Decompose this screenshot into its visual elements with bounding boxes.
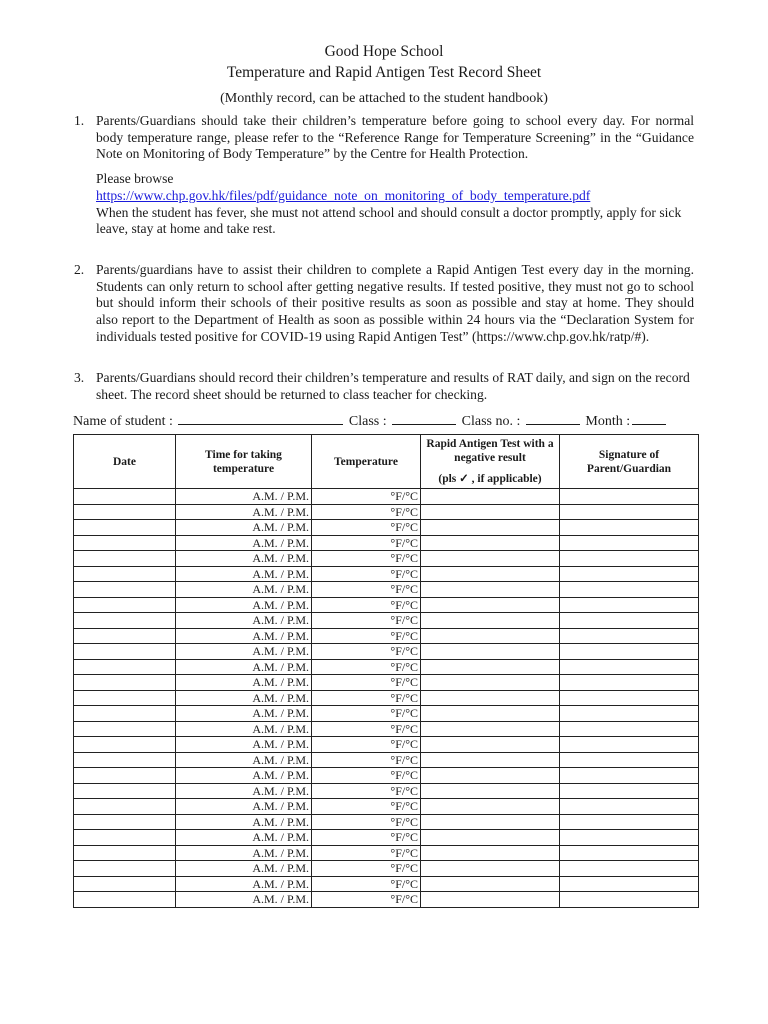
signature-cell[interactable] (560, 892, 699, 908)
signature-cell[interactable] (560, 876, 699, 892)
date-cell[interactable] (74, 520, 176, 536)
time-cell[interactable]: A.M. / P.M. (176, 597, 312, 613)
rat-check-cell[interactable] (421, 876, 560, 892)
signature-cell[interactable] (560, 706, 699, 722)
table-row (74, 690, 699, 706)
signature-cell[interactable] (560, 768, 699, 784)
class-no-label: Class no. : (461, 414, 521, 429)
date-cell[interactable] (74, 814, 176, 830)
class-field[interactable] (392, 411, 456, 425)
rat-check-cell[interactable] (421, 675, 560, 691)
signature-cell[interactable] (560, 644, 699, 660)
class-no-field[interactable] (526, 411, 580, 425)
header-rat-note: (pls ✓ , if applicable) (438, 473, 542, 485)
time-cell[interactable]: A.M. / P.M. (176, 799, 312, 815)
date-cell[interactable] (74, 830, 176, 846)
header-rat-label: Rapid Antigen Test with a negative result (426, 438, 554, 464)
table-row (74, 721, 699, 737)
date-cell[interactable] (74, 752, 176, 768)
instruction-text: Parents/guardians have to assist their children to complete a Rapid Antigen Test every day in the morning. Students can only return to school after getting negative results. If tested positive, they must not go to school but should inform their schools of their positive results as soon as possible and stay at home. They should also report to the Department of Health as soon as possible within 24 hours via the “Declaration System for individuals tested positive for COVID-19 using Rapid Antigen Test” (https://www.chp.gov.hk/ratp/#). (96, 262, 694, 344)
time-cell[interactable]: A.M. / P.M. (176, 783, 312, 799)
header-signature: Signature of Parent/Guardian (560, 435, 699, 489)
rat-check-cell[interactable] (421, 768, 560, 784)
time-cell[interactable]: A.M. / P.M. (176, 752, 312, 768)
signature-cell[interactable] (560, 861, 699, 877)
sheet-subtitle: (Monthly record, can be attached to the student handbook) (220, 91, 548, 106)
signature-cell[interactable] (560, 783, 699, 799)
temperature-cell[interactable]: °F/°C (312, 752, 421, 768)
time-cell[interactable]: A.M. / P.M. (176, 706, 312, 722)
signature-cell[interactable] (560, 628, 699, 644)
school-name: Good Hope School (324, 43, 444, 60)
temperature-cell[interactable]: °F/°C (312, 690, 421, 706)
temperature-cell[interactable]: °F/°C (312, 613, 421, 629)
signature-cell[interactable] (560, 659, 699, 675)
time-cell[interactable]: A.M. / P.M. (176, 690, 312, 706)
signature-cell[interactable] (560, 690, 699, 706)
table-row (74, 597, 699, 613)
signature-cell[interactable] (560, 737, 699, 753)
instruction-number: 2. (74, 262, 85, 277)
name-label: Name of student : (73, 414, 173, 429)
temperature-cell[interactable]: °F/°C (312, 814, 421, 830)
signature-cell[interactable] (560, 504, 699, 520)
rat-check-cell[interactable] (421, 814, 560, 830)
time-cell[interactable]: A.M. / P.M. (176, 876, 312, 892)
date-cell[interactable] (74, 613, 176, 629)
header-date: Date (74, 435, 176, 489)
time-cell[interactable]: A.M. / P.M. (176, 504, 312, 520)
signature-cell[interactable] (560, 551, 699, 567)
table-row (74, 845, 699, 861)
signature-cell[interactable] (560, 752, 699, 768)
date-cell[interactable] (74, 721, 176, 737)
date-cell[interactable] (74, 768, 176, 784)
date-cell[interactable] (74, 876, 176, 892)
table-row (74, 535, 699, 551)
rat-check-cell[interactable] (421, 504, 560, 520)
date-cell[interactable] (74, 690, 176, 706)
instruction-text: Parents/Guardians should record their children’s temperature and results of RAT daily, and sign on the record sheet. The record sheet should be returned to class teacher for checking. (96, 370, 690, 402)
rat-check-cell[interactable] (421, 830, 560, 846)
time-cell[interactable]: A.M. / P.M. (176, 721, 312, 737)
date-cell[interactable] (74, 644, 176, 660)
rat-check-cell[interactable] (421, 706, 560, 722)
temperature-cell[interactable]: °F/°C (312, 783, 421, 799)
time-cell[interactable]: A.M. / P.M. (176, 613, 312, 629)
signature-cell[interactable] (560, 597, 699, 613)
rat-check-cell[interactable] (421, 845, 560, 861)
table-row (74, 489, 699, 505)
time-cell[interactable]: A.M. / P.M. (176, 659, 312, 675)
rat-check-cell[interactable] (421, 566, 560, 582)
table-row (74, 628, 699, 644)
date-cell[interactable] (74, 551, 176, 567)
date-cell[interactable] (74, 861, 176, 877)
temperature-cell[interactable]: °F/°C (312, 644, 421, 660)
table-row (74, 504, 699, 520)
time-cell[interactable]: A.M. / P.M. (176, 737, 312, 753)
header-temperature: Temperature (312, 435, 421, 489)
temperature-cell[interactable]: °F/°C (312, 721, 421, 737)
table-row (74, 737, 699, 753)
table-row (74, 659, 699, 675)
time-cell[interactable]: A.M. / P.M. (176, 644, 312, 660)
temperature-cell[interactable]: °F/°C (312, 861, 421, 877)
table-row (74, 799, 699, 815)
temperature-cell[interactable]: °F/°C (312, 706, 421, 722)
month-field[interactable] (632, 411, 666, 425)
rat-check-cell[interactable] (421, 551, 560, 567)
temperature-cell[interactable]: °F/°C (312, 830, 421, 846)
date-cell[interactable] (74, 535, 176, 551)
rat-check-cell[interactable] (421, 690, 560, 706)
record-table (73, 434, 699, 908)
instruction-1 (74, 113, 694, 238)
signature-cell[interactable] (560, 613, 699, 629)
rat-check-cell[interactable] (421, 799, 560, 815)
temperature-cell[interactable]: °F/°C (312, 737, 421, 753)
signature-cell[interactable] (560, 830, 699, 846)
temperature-cell[interactable]: °F/°C (312, 597, 421, 613)
signature-cell[interactable] (560, 520, 699, 536)
table-row (74, 876, 699, 892)
date-cell[interactable] (74, 566, 176, 582)
sheet-title: Temperature and Rapid Antigen Test Record Sheet (226, 64, 542, 81)
rat-check-cell[interactable] (421, 659, 560, 675)
temperature-cell[interactable]: °F/°C (312, 892, 421, 908)
table-row (74, 768, 699, 784)
temperature-cell[interactable]: °F/°C (312, 799, 421, 815)
rat-check-cell[interactable] (421, 861, 560, 877)
table-row (74, 783, 699, 799)
signature-cell[interactable] (560, 675, 699, 691)
rat-check-cell[interactable] (421, 489, 560, 505)
signature-cell[interactable] (560, 535, 699, 551)
time-cell[interactable]: A.M. / P.M. (176, 845, 312, 861)
date-cell[interactable] (74, 582, 176, 598)
date-cell[interactable] (74, 737, 176, 753)
signature-cell[interactable] (560, 814, 699, 830)
temperature-cell[interactable]: °F/°C (312, 582, 421, 598)
temperature-cell[interactable]: °F/°C (312, 659, 421, 675)
time-cell[interactable]: A.M. / P.M. (176, 535, 312, 551)
rat-check-cell[interactable] (421, 644, 560, 660)
rat-check-cell[interactable] (421, 737, 560, 753)
rat-check-cell[interactable] (421, 597, 560, 613)
date-cell[interactable] (74, 845, 176, 861)
table-row (74, 582, 699, 598)
time-cell[interactable]: A.M. / P.M. (176, 830, 312, 846)
temperature-cell[interactable]: °F/°C (312, 876, 421, 892)
student-info-fields (73, 411, 668, 431)
table-row (74, 644, 699, 660)
time-cell[interactable]: A.M. / P.M. (176, 768, 312, 784)
date-cell[interactable] (74, 783, 176, 799)
instruction-number: 3. (74, 370, 85, 385)
date-cell[interactable] (74, 628, 176, 644)
time-cell[interactable]: A.M. / P.M. (176, 582, 312, 598)
table-row (74, 613, 699, 629)
header-rat (421, 435, 560, 489)
name-field[interactable] (178, 411, 343, 425)
rat-check-cell[interactable] (421, 752, 560, 768)
time-cell[interactable]: A.M. / P.M. (176, 551, 312, 567)
signature-cell[interactable] (560, 845, 699, 861)
signature-cell[interactable] (560, 582, 699, 598)
table-row (74, 814, 699, 830)
date-cell[interactable] (74, 675, 176, 691)
rat-check-cell[interactable] (421, 520, 560, 536)
rat-check-cell[interactable] (421, 628, 560, 644)
rat-check-cell[interactable] (421, 535, 560, 551)
instruction-text: Parents/Guardians should take their children’s temperature before going to school every day. For normal body temperature range, please refer to the “Reference Range for Temperature Screening” in the “Guidance Note on Monitoring of Body Temperature” by the Centre for Health Protection. (96, 113, 694, 162)
table-header-row (74, 435, 699, 489)
temperature-cell[interactable]: °F/°C (312, 675, 421, 691)
date-cell[interactable] (74, 799, 176, 815)
instruction-number: 1. (74, 113, 85, 128)
date-cell[interactable] (74, 489, 176, 505)
instruction-3 (74, 370, 694, 403)
temperature-cell[interactable]: °F/°C (312, 768, 421, 784)
table-row (74, 830, 699, 846)
rat-check-cell[interactable] (421, 582, 560, 598)
rat-check-cell[interactable] (421, 613, 560, 629)
time-cell[interactable]: A.M. / P.M. (176, 566, 312, 582)
rat-check-cell[interactable] (421, 783, 560, 799)
instruction-2 (74, 262, 694, 346)
signature-cell[interactable] (560, 489, 699, 505)
time-cell[interactable]: A.M. / P.M. (176, 814, 312, 830)
table-row (74, 752, 699, 768)
table-row (74, 551, 699, 567)
signature-cell[interactable] (560, 721, 699, 737)
temperature-cell[interactable]: °F/°C (312, 504, 421, 520)
time-cell[interactable]: A.M. / P.M. (176, 861, 312, 877)
header-time: Time for taking temperature (176, 435, 312, 489)
table-row (74, 566, 699, 582)
temperature-cell[interactable]: °F/°C (312, 535, 421, 551)
rat-check-cell[interactable] (421, 721, 560, 737)
temperature-cell[interactable]: °F/°C (312, 520, 421, 536)
signature-cell[interactable] (560, 799, 699, 815)
time-cell[interactable]: A.M. / P.M. (176, 675, 312, 691)
temperature-cell[interactable]: °F/°C (312, 551, 421, 567)
time-cell[interactable]: A.M. / P.M. (176, 892, 312, 908)
table-row (74, 520, 699, 536)
date-cell[interactable] (74, 659, 176, 675)
time-cell[interactable]: A.M. / P.M. (176, 489, 312, 505)
table-row (74, 675, 699, 691)
table-row (74, 892, 699, 908)
guidance-note-link[interactable]: https://www.chp.gov.hk/files/pdf/guidance_note_on_monitoring_of_body_temperature.pdf (96, 187, 591, 203)
date-cell[interactable] (74, 504, 176, 520)
table-row (74, 706, 699, 722)
rat-check-cell[interactable] (421, 892, 560, 908)
temperature-cell[interactable]: °F/°C (312, 628, 421, 644)
month-label: Month : (585, 414, 631, 429)
date-cell[interactable] (74, 597, 176, 613)
browse-label: Please browse (96, 171, 174, 187)
fever-advice: When the student has fever, she must not attend school and should consult a doctor promptly, apply for sick leave, stay at home and take rest. (96, 204, 682, 237)
temperature-cell[interactable]: °F/°C (312, 566, 421, 582)
table-row (74, 861, 699, 877)
temperature-cell[interactable]: °F/°C (312, 845, 421, 861)
date-cell[interactable] (74, 892, 176, 908)
temperature-cell[interactable]: °F/°C (312, 489, 421, 505)
signature-cell[interactable] (560, 566, 699, 582)
time-cell[interactable]: A.M. / P.M. (176, 628, 312, 644)
class-label: Class : (348, 414, 387, 429)
time-cell[interactable]: A.M. / P.M. (176, 520, 312, 536)
date-cell[interactable] (74, 706, 176, 722)
